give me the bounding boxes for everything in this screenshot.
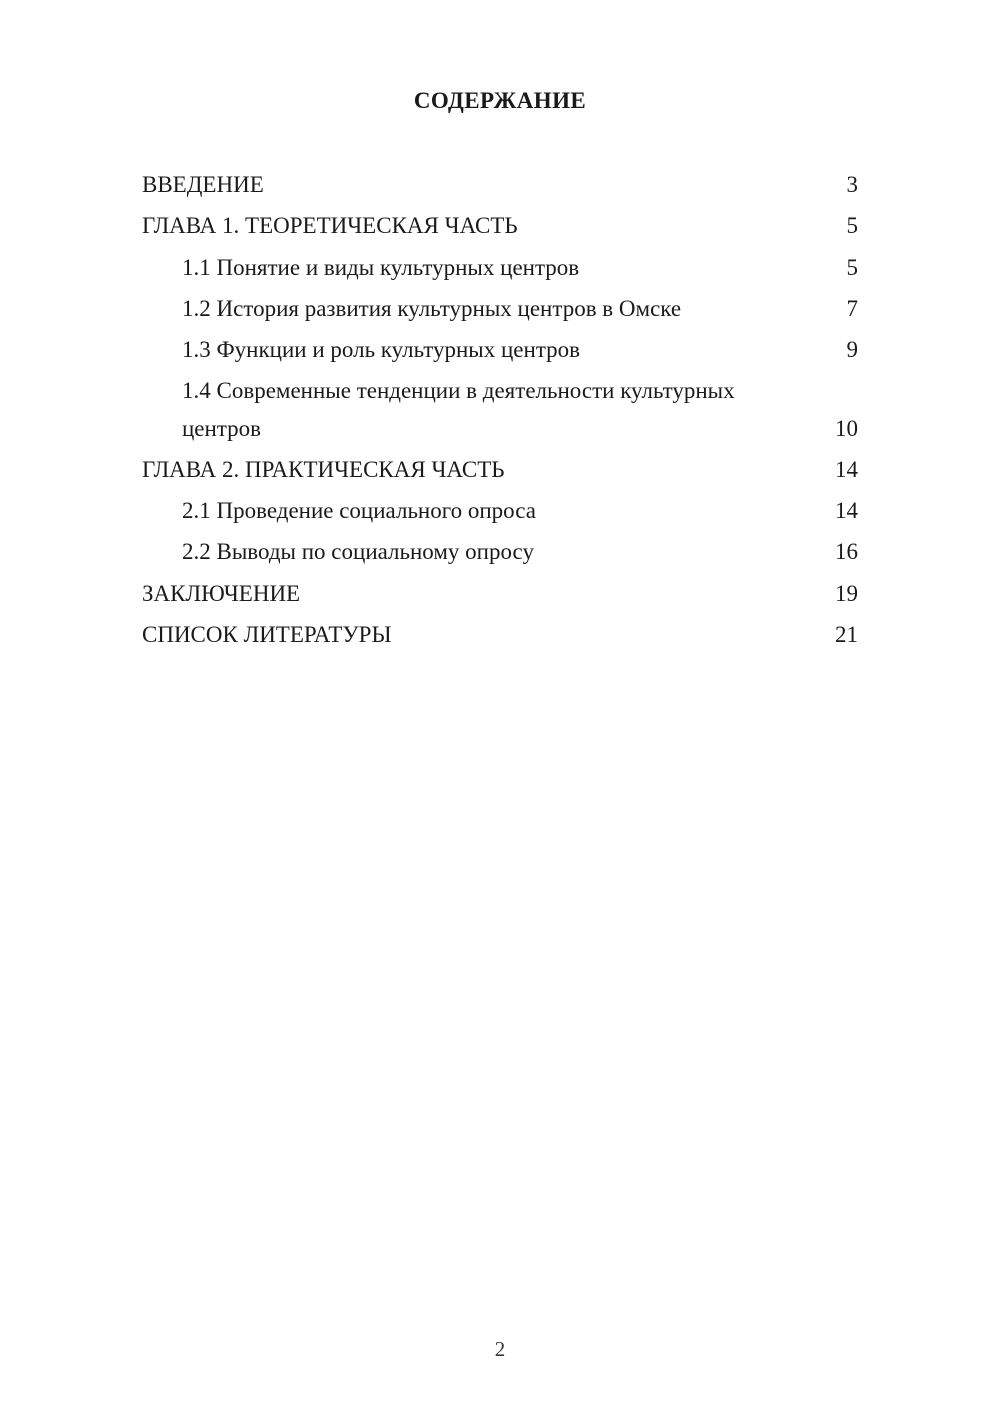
toc-entry-page: 19 [835,580,858,606]
toc-entry-label: 1.3 Функции и роль культурных центров [182,337,581,362]
toc-entry-label: 1.4 Современные тенденции в деятельности культурных центров [182,378,735,441]
toc-entry-2-2[interactable] [142,533,858,570]
toc-entry-1-2[interactable] [142,290,858,327]
toc-entry-page: 21 [835,621,858,647]
toc-entry-page: 16 [835,539,858,565]
toc-entry-page: 5 [846,213,858,239]
toc-entry-1-1[interactable] [142,249,858,286]
toc-entry-label: ГЛАВА 1. ТЕОРЕТИЧЕСКАЯ ЧАСТЬ [142,213,518,239]
toc-entry-label: 2.2 Выводы по социальному опросу [182,539,534,565]
toc-entry-page: 3 [846,172,858,197]
toc-entry-label: 2.1 Проведение социального опроса [182,498,536,523]
table-of-contents [142,166,858,653]
toc-entry-1-4[interactable] [142,372,858,447]
toc-entry-label: ЗАКЛЮЧЕНИЕ [142,580,301,606]
toc-entry-conclusion[interactable] [142,575,858,612]
footer-page-number: 2 [494,1337,506,1361]
toc-entry-label: СПИСОК ЛИТЕРАТУРЫ [142,621,392,647]
toc-entry-label: 1.2 История развития культурных центров в Омске [182,295,682,321]
toc-entry-page: 9 [846,337,858,362]
toc-entry-2-1[interactable] [142,492,858,529]
toc-entry-label: 1.1 Понятие и виды культурных центров [182,254,580,280]
toc-entry-1-3[interactable] [142,331,858,368]
toc-entry-references[interactable] [142,616,858,653]
toc-entry-page: 5 [846,254,858,280]
toc-entry-chapter-2[interactable] [142,451,858,488]
toc-entry-introduction[interactable] [142,166,858,203]
page-title: СОДЕРЖАНИЕ [413,88,587,113]
toc-entry-page: 14 [835,498,858,523]
toc-entry-page: 14 [835,456,858,482]
toc-entry-chapter-1[interactable] [142,207,858,244]
toc-entry-page: 10 [835,415,858,441]
toc-entry-label: ГЛАВА 2. ПРАКТИЧЕСКАЯ ЧАСТЬ [142,456,505,482]
toc-entry-label: ВВЕДЕНИЕ [142,172,264,197]
toc-entry-page: 7 [846,295,858,321]
